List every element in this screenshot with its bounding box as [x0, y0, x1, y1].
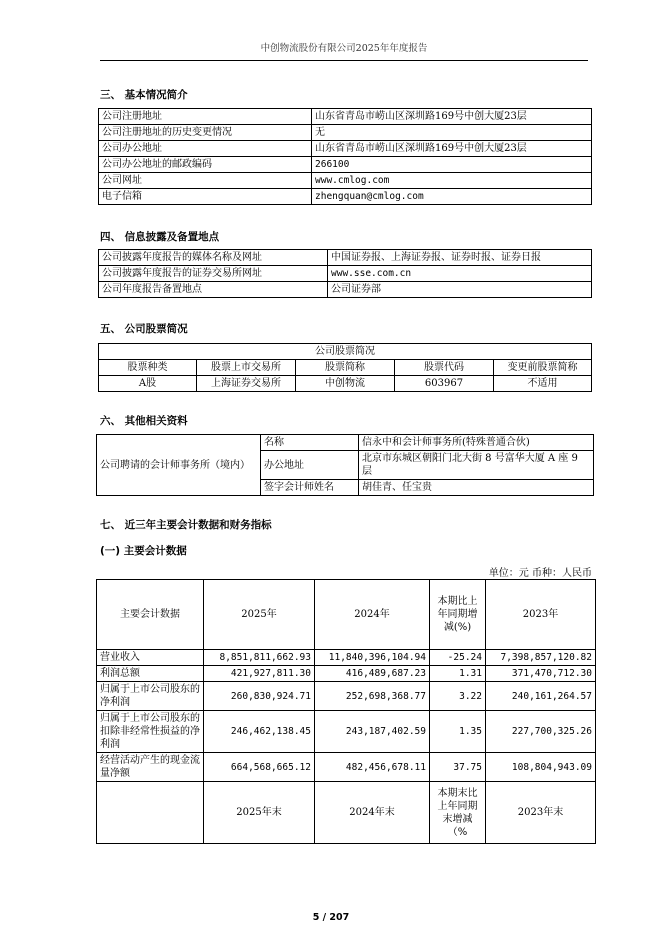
value-cell: 246,462,138.45: [204, 711, 315, 753]
table-header-row: [97, 580, 596, 650]
table-row: [97, 435, 594, 451]
stock-value-cell: A股: [99, 376, 197, 392]
value-cell: 108,804,943.09: [486, 753, 596, 782]
info-label: 公司办公地址: [99, 141, 312, 157]
table-row: [99, 125, 592, 141]
stock-table: [98, 343, 592, 392]
section-heading-other: 六、 其他相关资料: [100, 415, 188, 427]
row-label: 利润总额: [97, 666, 204, 682]
stock-value-cell: 603967: [395, 376, 494, 392]
row-label: 归属于上市公司股东的扣除非经常性损益的净利润: [97, 711, 204, 753]
auditor-field-value: 信永中和会计师事务所(特殊普通合伙): [359, 435, 594, 451]
value-cell: 482,456,678.11: [315, 753, 430, 782]
value-cell: 243,187,402.59: [315, 711, 430, 753]
stock-value-cell: 上海证券交易所: [197, 376, 296, 392]
auditor-field-label: 签字会计师姓名: [261, 480, 359, 496]
stock-table-title: 公司股票简况: [99, 344, 592, 360]
value-cell: 252,698,368.77: [315, 682, 430, 711]
section-heading-financial: 七、 近三年主要会计数据和财务指标: [100, 519, 272, 531]
value-cell: 240,161,264.57: [486, 682, 596, 711]
info-value: 山东省青岛市崂山区深圳路169号中创大厦23层: [312, 109, 592, 125]
auditor-group-label: 公司聘请的会计师事务所（境内）: [97, 435, 261, 496]
info-value: www.cmlog.com: [312, 173, 592, 189]
stock-header-cell: 变更前股票简称: [494, 360, 592, 376]
info-label: 公司办公地址的邮政编码: [99, 157, 312, 173]
table-row: [99, 157, 592, 173]
auditor-field-value: 胡佳青、任宝贵: [359, 480, 594, 496]
accounting-header-cell: 2023年: [486, 580, 596, 650]
info-label: 公司网址: [99, 173, 312, 189]
row-label: 经营活动产生的现金流量净额: [97, 753, 204, 782]
value-cell: 11,840,396,104.94: [315, 650, 430, 666]
disclosure-label: 公司披露年度报告的媒体名称及网址: [99, 250, 328, 266]
table-header-row: [97, 782, 596, 844]
section-heading-basic-info: 三、 基本情况简介: [100, 89, 188, 101]
info-value: 无: [312, 125, 592, 141]
auditor-field-label: 办公地址: [261, 451, 359, 480]
disclosure-value: www.sse.com.cn: [328, 266, 592, 282]
disclosure-value: 中国证券报、上海证券报、证券时报、证券日报: [328, 250, 592, 266]
info-value: zhengquan@cmlog.com: [312, 189, 592, 205]
table-row: [99, 282, 592, 298]
auditor-field-value: 北京市东城区朝阳门北大街 8 号富华大厦 A 座 9 层: [359, 451, 594, 480]
stock-header-cell: 股票种类: [99, 360, 197, 376]
row-label: 归属于上市公司股东的净利润: [97, 682, 204, 711]
accounting-header-cell: 2024年: [315, 580, 430, 650]
table-row: [97, 682, 596, 711]
accounting-header-cell: 2024年末: [315, 782, 430, 844]
info-value: 山东省青岛市崂山区深圳路169号中创大厦23层: [312, 141, 592, 157]
value-cell: 227,700,325.26: [486, 711, 596, 753]
table-row: [97, 666, 596, 682]
stock-header-cell: 股票简称: [296, 360, 395, 376]
value-cell: 260,830,924.71: [204, 682, 315, 711]
info-label: 公司注册地址: [99, 109, 312, 125]
table-row: [99, 141, 592, 157]
value-cell: 1.35: [430, 711, 486, 753]
value-cell: 371,470,712.30: [486, 666, 596, 682]
info-value: 266100: [312, 157, 592, 173]
table-row: [97, 753, 596, 782]
table-row: [99, 173, 592, 189]
stock-value-cell: 中创物流: [296, 376, 395, 392]
section-heading-disclosure: 四、 信息披露及备置地点: [100, 231, 220, 243]
table-row: [99, 109, 592, 125]
table-row: [99, 266, 592, 282]
accounting-header-cell: 2025年末: [204, 782, 315, 844]
disclosure-label: 公司年度报告备置地点: [99, 282, 328, 298]
auditor-field-label: 名称: [261, 435, 359, 451]
value-cell: 416,489,687.23: [315, 666, 430, 682]
accounting-header-cell: 主要会计数据: [97, 580, 204, 650]
page-header: 中创物流股份有限公司2025年年度报告: [100, 40, 588, 61]
value-cell: 664,568,665.12: [204, 753, 315, 782]
accounting-table: [96, 579, 596, 844]
disclosure-label: 公司披露年度报告的证券交易所网址: [99, 266, 328, 282]
disclosure-value: 公司证券部: [328, 282, 592, 298]
table-row: [97, 711, 596, 753]
value-cell: 3.22: [430, 682, 486, 711]
basic-info-table: [98, 108, 592, 205]
value-cell: 1.31: [430, 666, 486, 682]
info-label: 公司注册地址的历史变更情况: [99, 125, 312, 141]
info-label: 电子信箱: [99, 189, 312, 205]
value-cell: 421,927,811.30: [204, 666, 315, 682]
disclosure-table: [98, 249, 592, 298]
accounting-header-cell: 本期比上年同期增减(%): [430, 580, 486, 650]
accounting-header-cell: 本期末比上年同期末增减（%: [430, 782, 486, 844]
table-row: [99, 189, 592, 205]
table-row: [97, 650, 596, 666]
value-cell: 8,851,811,662.93: [204, 650, 315, 666]
accounting-header-cell: 2023年末: [486, 782, 596, 844]
value-cell: 7,398,857,120.82: [486, 650, 596, 666]
value-cell: 37.75: [430, 753, 486, 782]
subsection-heading-accounting: (一) 主要会计数据: [100, 545, 187, 557]
accounting-header-cell: [97, 782, 204, 844]
row-label: 营业收入: [97, 650, 204, 666]
accounting-header-cell: 2025年: [204, 580, 315, 650]
value-cell: -25.24: [430, 650, 486, 666]
stock-header-cell: 股票上市交易所: [197, 360, 296, 376]
auditor-table: [96, 434, 594, 496]
page-number: 5 / 207: [312, 912, 350, 923]
unit-note: 单位：元 币种：人民币: [488, 568, 592, 579]
section-heading-stock: 五、 公司股票简况: [100, 323, 188, 335]
stock-value-cell: 不适用: [494, 376, 592, 392]
table-row: [99, 250, 592, 266]
stock-header-cell: 股票代码: [395, 360, 494, 376]
